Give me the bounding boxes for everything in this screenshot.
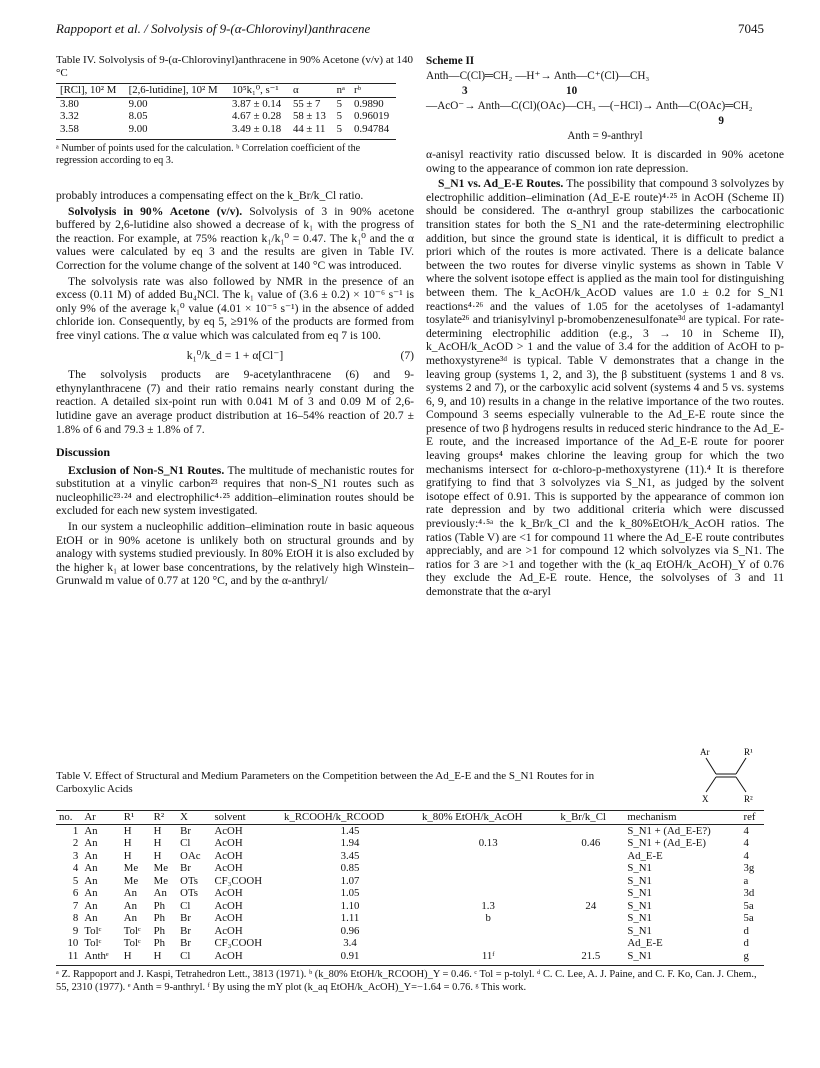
table-cell: CF₃COOH <box>214 874 263 887</box>
table-v-header: k_80% EtOH/k_AcOH <box>422 811 523 823</box>
table-cell: 24 <box>585 899 597 912</box>
table-cell: S_N1 <box>627 912 652 924</box>
table-cell <box>557 925 624 938</box>
table-cell: H <box>153 849 162 862</box>
table-row <box>56 837 764 850</box>
table-cell <box>557 937 624 950</box>
table-cell: Anthᵉ <box>84 949 109 962</box>
table-cell: Cl <box>180 837 191 849</box>
table-cell: Ad_E-E <box>627 937 663 949</box>
table-cell: 1.07 <box>340 874 360 887</box>
table-cell: S_N1 <box>627 924 652 937</box>
table-cell: An <box>123 912 137 924</box>
table-cell: AcOH <box>214 912 243 924</box>
table-cell: H <box>123 949 132 962</box>
table-cell: 11ᶠ <box>481 949 495 962</box>
table-cell: g <box>743 949 749 962</box>
table-iv-header: [2,6-lutidine], 10² M <box>128 84 218 96</box>
equation-7 <box>56 349 414 363</box>
table-cell: H <box>123 824 132 837</box>
table-row <box>56 912 764 925</box>
table-v-header: ref <box>743 811 756 823</box>
table-cell: AcOH <box>214 924 243 937</box>
table-cell: 4 <box>743 849 749 862</box>
compound-label: 10 <box>566 85 578 97</box>
paragraph: In our system a nucleophilic addition–elimination route in basic aqueous EtOH or in 90% acetone is unlikely both on structural grounds and by analogy with systems studied previously. In 80% EtOH it is also excluded by the higher k₁ at lower base concentrations, by the relatively high Winstein–Grunwald m value of 0.77 at 120 °C, and by the α-anthryl/ <box>56 520 414 588</box>
table-iv-header: nᵃ <box>336 84 345 96</box>
scheme-labels-2 <box>426 114 784 129</box>
table-cell: Ph <box>153 899 166 912</box>
table-cell: 3.32 <box>60 110 79 122</box>
table-row <box>56 950 764 963</box>
table-cell: 0.94784 <box>354 122 390 135</box>
table-cell <box>557 824 624 837</box>
table-cell: Br <box>180 924 191 937</box>
table-cell: 5 <box>72 874 79 887</box>
run-in-heading: Solvolysis in 90% Acetone (v/v). <box>68 204 243 218</box>
table-cell <box>419 875 557 888</box>
struct-label-x: X <box>702 794 709 804</box>
table-row <box>56 824 764 837</box>
table-cell: 3.80 <box>60 97 79 110</box>
table-v-header: no. <box>59 811 73 823</box>
table-row <box>56 862 764 875</box>
table-cell: H <box>123 849 132 862</box>
right-body-text <box>426 148 784 599</box>
table-cell: Cl <box>180 949 191 962</box>
table-cell: 1 <box>72 824 79 837</box>
left-column <box>56 54 414 590</box>
table-cell: AcOH <box>214 887 243 899</box>
table-cell: An <box>123 887 137 899</box>
table-cell <box>419 925 557 938</box>
scheme-line-1: Anth—C(Cl)═CH₂ —H⁺→ Anth—C⁺(Cl)—CH₃ <box>426 70 650 82</box>
table-v-header: k_Br/k_Cl <box>560 811 606 823</box>
table-cell <box>419 862 557 875</box>
table-cell: Me <box>153 862 169 874</box>
table-iv-grid <box>56 83 396 135</box>
table-cell: 0.96 <box>340 924 360 937</box>
table-iv-caption: Table IV. Solvolysis of 9-(α-Chlorovinyl)anthracene in 90% Acetone (v/v) at 140 °C <box>56 54 414 79</box>
table-cell <box>419 937 557 950</box>
scheme-labels-1 <box>426 84 784 99</box>
table-row <box>56 937 764 950</box>
table-cell: 0.85 <box>340 862 360 874</box>
table-cell: S_N1 <box>627 862 652 874</box>
running-title: Rappoport et al. / Solvolysis of 9-(α-Chlorovinyl)anthracene <box>56 21 371 36</box>
section-heading: Discussion <box>56 445 111 460</box>
struct-label-r1: R¹ <box>744 747 753 757</box>
table-cell <box>557 862 624 875</box>
table-cell: S_N1 <box>627 887 652 899</box>
table-cell: 3.49 ± 0.18 <box>232 122 282 135</box>
table-iv-header: rᵇ <box>354 84 361 96</box>
table-cell: 7 <box>72 899 79 912</box>
table-cell: 3.87 ± 0.14 <box>232 97 282 110</box>
table-cell: 2 <box>72 837 79 849</box>
left-body-text <box>56 189 414 588</box>
table-cell: 0.96019 <box>354 110 390 122</box>
paragraph <box>426 177 784 598</box>
table-cell <box>419 850 557 863</box>
table-cell: 4 <box>743 824 749 837</box>
page-number: 7045 <box>738 21 764 36</box>
paragraph-text: Solvolysis of 3 in 90% acetone buffered by 2,6-lutidine also showed a decrease of k₁ with the progress of the reaction. For example, at 75% reaction k₁/k₁⁰ = 0.47. The k₁⁰ and the α values were calculated by eq 3 and the results are given in Table IV. Correction for the volume change of the solvent at 140 °C was introduced. <box>56 204 414 272</box>
table-cell: Cl <box>180 899 191 912</box>
table-v-footnote: ᵃ Z. Rappoport and J. Kaspi, Tetrahedron Lett., 3813 (1971). ᵇ (k_80% EtOH/k_RCOOH)_Y = 0.46. ᶜ Tol = p-tolyl. ᵈ C. C. Lee, A. J. Paine, and C. F. Ko, Can. J. Chem., 55, 2310 (1977). ᵉ Anth = 9-anthryl. ᶠ By using the mY plot (k_aq EtOH/k_AcOH)_Y=−1.64 = 0.76. ᵍ This work. <box>56 965 764 994</box>
table-cell: 3d <box>743 887 755 899</box>
table-cell <box>557 875 624 888</box>
table-v-grid <box>56 810 764 962</box>
struct-label-r2: R² <box>744 794 753 804</box>
table-cell: 1.45 <box>340 824 360 837</box>
table-cell: AcOH <box>214 899 243 912</box>
equation-body: k₁⁰/k_d = 1 + α[Cl⁻] <box>186 348 284 362</box>
table-iv-header: α <box>292 84 299 96</box>
table-cell: d <box>743 924 749 937</box>
scheme-line-2: —AcO⁻→ Anth—C(Cl)(OAc)—CH₃ —(−HCl)→ Anth—C(OAc)═CH₂ <box>426 100 753 112</box>
table-cell: Tolᶜ <box>123 937 141 949</box>
table-cell: a <box>743 874 749 887</box>
paragraph <box>56 205 414 273</box>
table-cell: 1.94 <box>340 837 360 849</box>
table-cell: AcOH <box>214 949 243 962</box>
table-iv-footnote: ᵃ Number of points used for the calculation. ᵇ Correlation coefficient of the regression according to eq 3. <box>56 139 396 167</box>
table-cell: S_N1 <box>627 874 652 887</box>
table-cell: Ad_E-E <box>627 849 663 862</box>
table-cell <box>557 887 624 900</box>
table-v-header: R² <box>153 811 165 823</box>
table-v <box>56 770 764 994</box>
table-cell: Tolᶜ <box>123 924 141 937</box>
table-cell: Br <box>180 912 191 924</box>
table-cell: An <box>84 849 98 862</box>
table-cell: An <box>84 874 98 887</box>
table-cell: OTs <box>180 887 199 899</box>
scheme-title: Scheme II <box>426 55 475 67</box>
table-cell: OTs <box>180 874 199 887</box>
table-cell: OAc <box>180 849 201 862</box>
table-cell: 8 <box>72 912 79 924</box>
table-cell: 1.10 <box>340 899 360 912</box>
table-v-header: solvent <box>214 811 246 823</box>
paragraph-text: The multitude of mechanistic routes for substitution at a vinylic carbon²³ requires that non-S_N1 routes such as nucleophilic²³·²⁴ and electrophilic⁴·²⁵ addition–elimination routes should be excluded for each new system investigated. <box>56 463 414 518</box>
paragraph: The solvolysis products are 9-acetylanthracene (6) and 9-ethynylanthracene (7) and their ratio remains nearly constant during the reaction. A detailed six-point run with 0.041 M of 3 and 0.09 M of 2,6-lutidine gave an average product distribution at 16–54% reaction of 20.7 ± 1.8% of 6 and 79.3 ± 1.8% of 7. <box>56 368 414 436</box>
table-cell <box>557 850 624 863</box>
table-iv <box>56 54 414 167</box>
table-cell: Br <box>180 862 191 874</box>
run-in-heading: S_N1 vs. Ad_E-E Routes. <box>438 177 564 191</box>
table-cell: Tolᶜ <box>84 924 102 937</box>
table-cell: An <box>84 862 98 874</box>
scheme-definition: Anth = 9-anthryl <box>567 130 643 142</box>
table-cell: 1.11 <box>340 912 360 924</box>
table-cell: AcOH <box>214 849 243 862</box>
table-cell: 58 ± 13 <box>292 110 326 122</box>
paragraph: α-anisyl reactivity ratio discussed below. It is discarded in 90% acetone owing to the appearance of common ion rate depression. <box>426 148 784 175</box>
table-cell: H <box>153 837 162 849</box>
table-cell: 1.05 <box>340 887 360 899</box>
table-cell: b <box>485 912 491 924</box>
compound-label: 3 <box>462 85 468 97</box>
scheme-ii <box>426 54 784 144</box>
table-cell: An <box>84 824 98 837</box>
table-cell: 21.5 <box>581 949 601 962</box>
table-cell: 1.3 <box>481 899 495 912</box>
table-cell: Me <box>153 874 169 887</box>
paragraph: probably introduces a compensating effect on the k_Br/k_Cl ratio. <box>56 189 364 202</box>
table-cell: 5a <box>743 899 754 912</box>
table-cell: 11 <box>67 949 79 962</box>
right-column <box>426 54 784 601</box>
table-row <box>56 900 764 913</box>
paragraph: The solvolysis rate was also followed by NMR in the presence of an excess (0.11 M) of added Bu₄NCl. The k₁ value of (3.6 ± 0.2) × 10⁻⁶ s⁻¹ is only 9% of the average k₁⁰ value (4.01 × 10⁻⁵ s⁻¹) in the absence of added chloride ion. Consequently, by eq 5, ≥91% of the products are formed from free vinyl cations. The α value which was calculated from eq 7 is 100. <box>56 274 414 342</box>
table-cell: H <box>153 949 162 962</box>
table-cell: d <box>743 937 749 949</box>
table-row <box>56 123 396 136</box>
table-v-header: mechanism <box>627 811 677 823</box>
table-cell: Br <box>180 937 191 949</box>
table-cell: Ph <box>153 924 166 937</box>
table-cell: S_N1 + (Ad_E-E?) <box>627 824 711 837</box>
table-cell: H <box>153 824 162 837</box>
table-cell: 9.00 <box>128 122 148 135</box>
table-cell: An <box>84 912 98 924</box>
table-row <box>56 925 764 938</box>
table-cell: 9 <box>72 924 79 937</box>
table-cell: 5 <box>336 122 342 135</box>
table-cell: An <box>84 837 98 849</box>
table-cell: 0.91 <box>340 949 360 962</box>
table-cell: S_N1 + (Ad_E-E) <box>627 837 706 849</box>
table-cell: 5 <box>336 97 342 110</box>
table-row <box>56 875 764 888</box>
run-in-heading: Exclusion of Non-S_N1 Routes. <box>68 463 225 477</box>
table-cell: 4 <box>743 837 749 849</box>
table-cell: 9.00 <box>128 97 148 110</box>
table-cell: An <box>153 887 167 899</box>
paragraph-text: The possibility that compound 3 solvolyzes by electrophilic addition–elimination (Ad_E-E route)⁴·²⁵ in AcOH (Scheme II) should be considered. The α-anthryl group stabilizes the carbocationic transition states for both the S_N1 and the rate-determining electrophilic addition, but since the ground state is identical, it is difficult to predict a priori which of the routes is more activated. There is a delicate balance between the two routes for diverse vinylic systems as shown in Table V where the solvent isotope effect is applied as the main tool for distinguishing between them. The k_AcOH/k_AcOD values are 1.0 ± 0.2 for S_N1 reactions⁴·²⁶ and the values of 1.05 for the acetolyses of 1-adamantyl tosylate²⁶ and trianisylvinyl p-bromobenzenesulfonate³ᵈ are typical. For rate-determining electrophilic addition (e.g., 3 → 10 in Scheme II), k_AcOH/k_AcOD > 1 and the value of 3.4 for the addition of AcOH to p-methoxystyrene³ᵈ is typical. Table V demonstrates that a change in the leaving group (systems 1, 2, and 3), the β substituent (systems 1 and 8 vs. systems 2 and 7), or the carboxylic acid solvent (systems 4 and 5 vs. systems 6, 9, and 10) results in a change in the relative importance of the two routes. Compound 3 seems especially vulnerable to the Ad_E-E route since the presence of two β hydrogens results in reduced steric hindrance to the Ad_E-E route, and the increased importance of the Ad_E-E route for poorer leaving groups⁴ makes chlorine the leaving group for which the two mechanisms intersect for α-chloro-p-methoxystyrene (11).⁴ It is therefore gratifying to find that 3 solvolyzes via S_N1, as judged by the solvent isotope effect of 0.91. This is supported by the appearance of common ion rate depression and by two additional criteria which were discussed previously:⁴·⁵ᵃ the k_Br/k_Cl and the k_80%EtOH/k_AcOH ratios. The ratios (Table V) are <1 for compound 11 where the Ad_E-E route contributes appreciably, and are >1 for compound 12 which solvolyzes via S_N1. The ratios for 3 are >1 and together with the (k_aq EtOH/k_AcOH)_Y of 0.76 they exclude the Ad_E-E route. Hence, the solvolyses of 3 and 11 demonstrate that the α-aryl <box>426 177 785 598</box>
table-cell: H <box>123 837 132 849</box>
running-header <box>56 22 764 38</box>
table-cell: 0.46 <box>581 837 601 849</box>
table-cell: Br <box>180 824 191 837</box>
table-cell: 8.05 <box>128 110 148 122</box>
table-cell: 0.9890 <box>354 97 384 110</box>
table-cell: An <box>84 899 98 912</box>
table-cell: 5 <box>336 110 342 122</box>
table-row <box>56 850 764 863</box>
table-cell: 10 <box>67 937 79 949</box>
table-cell: 4 <box>72 862 79 874</box>
table-cell: 44 ± 11 <box>292 122 326 135</box>
table-cell: Ph <box>153 912 166 924</box>
table-cell: An <box>84 887 98 899</box>
table-cell: 3.4 <box>343 937 357 949</box>
table-v-header: R¹ <box>123 811 135 823</box>
table-cell: An <box>123 899 137 912</box>
paragraph <box>56 464 414 518</box>
table-cell: S_N1 <box>627 949 652 962</box>
table-cell: 55 ± 7 <box>292 97 321 110</box>
table-cell: Me <box>123 862 139 874</box>
table-cell: AcOH <box>214 837 243 849</box>
table-v-caption: Table V. Effect of Structural and Medium Parameters on the Competition between the Ad_E-E and the S_N1 Routes for in Carboxylic Acids <box>56 770 595 795</box>
table-v-header: Ar <box>84 811 96 823</box>
table-cell: Tolᶜ <box>84 937 102 949</box>
table-iv-header: 10⁵k₁⁰, s⁻¹ <box>232 84 279 96</box>
table-v-header: k_RCOOH/k_RCOOD <box>284 811 385 823</box>
table-cell <box>419 887 557 900</box>
table-v-header: X <box>180 811 188 823</box>
table-cell: 3g <box>743 862 755 874</box>
table-cell: 3.58 <box>60 122 79 135</box>
table-cell: AcOH <box>214 824 243 837</box>
table-cell: 4.67 ± 0.28 <box>232 110 282 122</box>
table-cell <box>557 912 624 925</box>
table-row <box>56 110 396 123</box>
table-cell: S_N1 <box>627 899 652 912</box>
table-cell: 6 <box>72 887 79 899</box>
equation-number: (7) <box>400 348 414 362</box>
struct-label-ar: Ar <box>700 747 710 757</box>
table-cell: 5a <box>743 912 754 924</box>
compound-label: 9 <box>718 115 724 127</box>
table-row <box>56 97 396 110</box>
table-cell: CF₃COOH <box>214 937 263 949</box>
table-cell: 0.13 <box>478 837 498 849</box>
table-cell: 3.45 <box>340 849 360 862</box>
table-row <box>56 887 764 900</box>
table-cell: Ph <box>153 937 166 949</box>
table-iv-header: [RCl], 10² M <box>60 84 117 96</box>
table-cell <box>419 824 557 837</box>
table-cell: AcOH <box>214 862 243 874</box>
table-cell: 3 <box>72 849 79 862</box>
table-cell: Me <box>123 874 139 887</box>
